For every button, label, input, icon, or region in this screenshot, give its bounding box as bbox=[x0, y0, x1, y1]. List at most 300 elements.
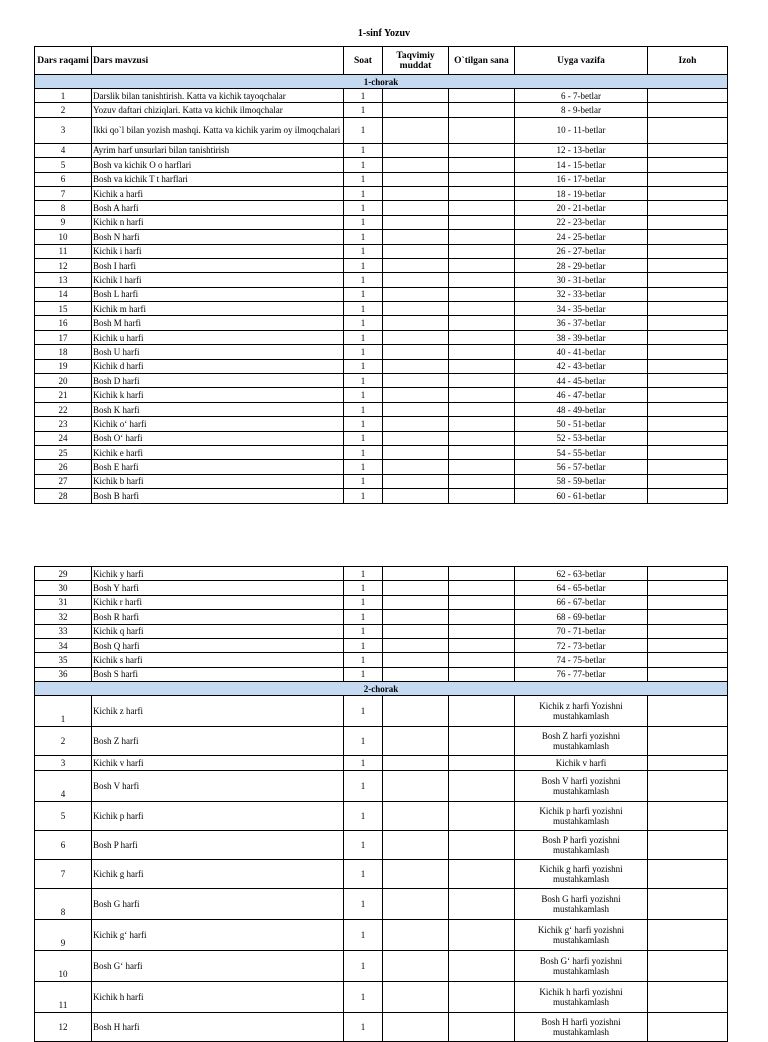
calendar-period-cell bbox=[383, 489, 449, 503]
hours-cell: 1 bbox=[344, 919, 383, 950]
lesson-number-cell: 4 bbox=[35, 143, 92, 157]
table-row bbox=[35, 919, 728, 950]
notes-cell bbox=[648, 330, 728, 344]
hours-cell: 1 bbox=[344, 981, 383, 1012]
calendar-period-cell bbox=[383, 567, 449, 581]
lesson-number-cell: 35 bbox=[35, 653, 92, 667]
notes-cell bbox=[648, 431, 728, 445]
notes-cell bbox=[648, 830, 728, 859]
lesson-number-cell: 10 bbox=[35, 230, 92, 244]
lesson-topic-cell: Bosh E harfi bbox=[92, 460, 344, 474]
homework-cell: 54 - 55-betlar bbox=[515, 445, 648, 459]
date-taught-cell bbox=[449, 158, 515, 172]
table-row bbox=[35, 888, 728, 919]
hours-cell: 1 bbox=[344, 610, 383, 624]
date-taught-cell bbox=[449, 230, 515, 244]
table-row bbox=[35, 460, 728, 474]
homework-cell: Bosh H harfi yozishni mustahkamlash bbox=[515, 1012, 648, 1041]
date-taught-cell bbox=[449, 388, 515, 402]
lesson-topic-cell: Bosh O‘ harfi bbox=[92, 431, 344, 445]
notes-cell bbox=[648, 653, 728, 667]
lesson-number-cell: 36 bbox=[35, 667, 92, 681]
hours-cell: 1 bbox=[344, 770, 383, 801]
lesson-number-cell: 31 bbox=[35, 595, 92, 609]
calendar-period-cell bbox=[383, 345, 449, 359]
lesson-number-cell: 21 bbox=[35, 388, 92, 402]
notes-cell bbox=[648, 117, 728, 143]
table-row bbox=[35, 143, 728, 157]
hours-cell: 1 bbox=[344, 950, 383, 981]
lesson-number-cell: 9 bbox=[35, 215, 92, 229]
homework-cell: 62 - 63-betlar bbox=[515, 567, 648, 581]
hours-cell: 1 bbox=[344, 417, 383, 431]
date-taught-cell bbox=[449, 359, 515, 373]
lesson-number-cell: 8 bbox=[35, 888, 92, 919]
notes-cell bbox=[648, 667, 728, 681]
hours-cell: 1 bbox=[344, 667, 383, 681]
date-taught-cell bbox=[449, 624, 515, 638]
notes-cell bbox=[648, 359, 728, 373]
date-taught-cell bbox=[449, 172, 515, 186]
lesson-topic-cell: Bosh R harfi bbox=[92, 610, 344, 624]
lesson-topic-cell: Yozuv daftari chiziqlari. Katta va kichik ilmoqchalar bbox=[92, 103, 344, 117]
hours-cell: 1 bbox=[344, 888, 383, 919]
header-homework: Uyga vazifa bbox=[515, 47, 648, 75]
date-taught-cell bbox=[449, 756, 515, 770]
date-taught-cell bbox=[449, 417, 515, 431]
lesson-topic-cell: Kichik d harfi bbox=[92, 359, 344, 373]
homework-cell: 26 - 27-betlar bbox=[515, 244, 648, 258]
calendar-period-cell bbox=[383, 244, 449, 258]
lesson-topic-cell: Kichik g harfi bbox=[92, 859, 344, 888]
homework-cell: 42 - 43-betlar bbox=[515, 359, 648, 373]
hours-cell: 1 bbox=[344, 201, 383, 215]
lesson-topic-cell: Kichik g‘ harfi bbox=[92, 919, 344, 950]
lesson-number-cell: 1 bbox=[35, 89, 92, 103]
lesson-plan-table-part1 bbox=[34, 46, 728, 504]
lesson-topic-cell: Kichik v harfi bbox=[92, 756, 344, 770]
lesson-topic-cell: Bosh U harfi bbox=[92, 345, 344, 359]
homework-cell: 50 - 51-betlar bbox=[515, 417, 648, 431]
calendar-period-cell bbox=[383, 667, 449, 681]
lesson-number-cell: 8 bbox=[35, 201, 92, 215]
calendar-period-cell bbox=[383, 143, 449, 157]
notes-cell bbox=[648, 402, 728, 416]
table-row bbox=[35, 756, 728, 770]
table-row bbox=[35, 830, 728, 859]
table-row bbox=[35, 215, 728, 229]
lesson-number-cell: 2 bbox=[35, 727, 92, 756]
lesson-topic-cell: Bosh I harfi bbox=[92, 258, 344, 272]
lesson-number-cell: 32 bbox=[35, 610, 92, 624]
table-row bbox=[35, 801, 728, 830]
table-row bbox=[35, 489, 728, 503]
notes-cell bbox=[648, 696, 728, 727]
notes-cell bbox=[648, 388, 728, 402]
lesson-number-cell: 24 bbox=[35, 431, 92, 445]
date-taught-cell bbox=[449, 330, 515, 344]
hours-cell: 1 bbox=[344, 445, 383, 459]
date-taught-cell bbox=[449, 981, 515, 1012]
homework-cell: 56 - 57-betlar bbox=[515, 460, 648, 474]
table-row bbox=[35, 727, 728, 756]
lesson-number-cell: 1 bbox=[35, 696, 92, 727]
notes-cell bbox=[648, 287, 728, 301]
table-row bbox=[35, 374, 728, 388]
hours-cell: 1 bbox=[344, 158, 383, 172]
page-title: 1-sinf Yozuv bbox=[357, 28, 411, 39]
lesson-topic-cell: Kichik y harfi bbox=[92, 567, 344, 581]
calendar-period-cell bbox=[383, 402, 449, 416]
hours-cell: 1 bbox=[344, 103, 383, 117]
lesson-number-cell: 11 bbox=[35, 981, 92, 1012]
lesson-number-cell: 6 bbox=[35, 172, 92, 186]
notes-cell bbox=[648, 950, 728, 981]
date-taught-cell bbox=[449, 89, 515, 103]
hours-cell: 1 bbox=[344, 215, 383, 229]
lesson-number-cell: 26 bbox=[35, 460, 92, 474]
lesson-number-cell: 16 bbox=[35, 316, 92, 330]
header-hours: Soat bbox=[344, 47, 383, 75]
calendar-period-cell bbox=[383, 595, 449, 609]
lesson-number-cell: 9 bbox=[35, 919, 92, 950]
calendar-period-cell bbox=[383, 388, 449, 402]
homework-cell: 34 - 35-betlar bbox=[515, 302, 648, 316]
homework-cell: Bosh P harfi yozishni mustahkamlash bbox=[515, 830, 648, 859]
lesson-number-cell: 14 bbox=[35, 287, 92, 301]
lesson-topic-cell: Bosh A harfi bbox=[92, 201, 344, 215]
section-label: 1-chorak bbox=[35, 75, 728, 89]
calendar-period-cell bbox=[383, 103, 449, 117]
calendar-period-cell bbox=[383, 981, 449, 1012]
date-taught-cell bbox=[449, 273, 515, 287]
notes-cell bbox=[648, 981, 728, 1012]
date-taught-cell bbox=[449, 316, 515, 330]
lesson-topic-cell: Bosh K harfi bbox=[92, 402, 344, 416]
homework-cell: 14 - 15-betlar bbox=[515, 158, 648, 172]
lesson-number-cell: 34 bbox=[35, 638, 92, 652]
table-row bbox=[35, 431, 728, 445]
date-taught-cell bbox=[449, 445, 515, 459]
hours-cell: 1 bbox=[344, 638, 383, 652]
date-taught-cell bbox=[449, 186, 515, 200]
date-taught-cell bbox=[449, 653, 515, 667]
lesson-topic-cell: Kichik i harfi bbox=[92, 244, 344, 258]
lesson-topic-cell: Kichik u harfi bbox=[92, 330, 344, 344]
notes-cell bbox=[648, 919, 728, 950]
homework-cell: 36 - 37-betlar bbox=[515, 316, 648, 330]
table-row bbox=[35, 258, 728, 272]
lesson-topic-cell: Bosh L harfi bbox=[92, 287, 344, 301]
calendar-period-cell bbox=[383, 801, 449, 830]
date-taught-cell bbox=[449, 950, 515, 981]
homework-cell: 10 - 11-betlar bbox=[515, 117, 648, 143]
lesson-topic-cell: Bosh va kichik O o harflari bbox=[92, 158, 344, 172]
homework-cell: Kichik g‘ harfi yozishni mustahkamlash bbox=[515, 919, 648, 950]
notes-cell bbox=[648, 302, 728, 316]
section-row-quarter-2 bbox=[35, 682, 728, 696]
date-taught-cell bbox=[449, 103, 515, 117]
header-lesson-topic: Dars mavzusi bbox=[92, 47, 344, 75]
date-taught-cell bbox=[449, 287, 515, 301]
calendar-period-cell bbox=[383, 859, 449, 888]
table-row bbox=[35, 345, 728, 359]
lesson-number-cell: 2 bbox=[35, 103, 92, 117]
homework-cell: 6 - 7-betlar bbox=[515, 89, 648, 103]
date-taught-cell bbox=[449, 474, 515, 488]
calendar-period-cell bbox=[383, 610, 449, 624]
homework-cell: 8 - 9-betlar bbox=[515, 103, 648, 117]
lesson-number-cell: 12 bbox=[35, 1012, 92, 1041]
date-taught-cell bbox=[449, 201, 515, 215]
calendar-period-cell bbox=[383, 460, 449, 474]
table-row bbox=[35, 610, 728, 624]
hours-cell: 1 bbox=[344, 89, 383, 103]
lesson-topic-cell: Bosh S harfi bbox=[92, 667, 344, 681]
lesson-topic-cell: Kichik o‘ harfi bbox=[92, 417, 344, 431]
table-row bbox=[35, 316, 728, 330]
homework-cell: 24 - 25-betlar bbox=[515, 230, 648, 244]
homework-cell: Kichik h harfi yozishni mustahkamlash bbox=[515, 981, 648, 1012]
header-date-taught: O`tilgan sana bbox=[449, 47, 515, 75]
homework-cell: 18 - 19-betlar bbox=[515, 186, 648, 200]
header-calendar-period: Taqvimiy muddat bbox=[383, 47, 449, 75]
calendar-period-cell bbox=[383, 330, 449, 344]
table-row bbox=[35, 950, 728, 981]
table-row bbox=[35, 653, 728, 667]
calendar-period-cell bbox=[383, 186, 449, 200]
hours-cell: 1 bbox=[344, 489, 383, 503]
lesson-topic-cell: Bosh P harfi bbox=[92, 830, 344, 859]
table-row bbox=[35, 474, 728, 488]
lesson-number-cell: 22 bbox=[35, 402, 92, 416]
homework-cell: 16 - 17-betlar bbox=[515, 172, 648, 186]
homework-cell: Bosh G harfi yozishni mustahkamlash bbox=[515, 888, 648, 919]
table-row bbox=[35, 244, 728, 258]
lesson-topic-cell: Kichik h harfi bbox=[92, 981, 344, 1012]
calendar-period-cell bbox=[383, 172, 449, 186]
date-taught-cell bbox=[449, 302, 515, 316]
homework-cell: 40 - 41-betlar bbox=[515, 345, 648, 359]
lesson-topic-cell: Bosh Y harfi bbox=[92, 581, 344, 595]
homework-cell: 70 - 71-betlar bbox=[515, 624, 648, 638]
notes-cell bbox=[648, 801, 728, 830]
notes-cell bbox=[648, 172, 728, 186]
table-row bbox=[35, 696, 728, 727]
lesson-number-cell: 12 bbox=[35, 258, 92, 272]
lesson-number-cell: 5 bbox=[35, 801, 92, 830]
notes-cell bbox=[648, 859, 728, 888]
lesson-topic-cell: Bosh V harfi bbox=[92, 770, 344, 801]
date-taught-cell bbox=[449, 431, 515, 445]
notes-cell bbox=[648, 489, 728, 503]
lesson-topic-cell: Darslik bilan tanishtirish. Katta va kichik tayoqchalar bbox=[92, 89, 344, 103]
hours-cell: 1 bbox=[344, 359, 383, 373]
lesson-number-cell: 5 bbox=[35, 158, 92, 172]
table-row bbox=[35, 981, 728, 1012]
notes-cell bbox=[648, 1012, 728, 1041]
calendar-period-cell bbox=[383, 417, 449, 431]
hours-cell: 1 bbox=[344, 431, 383, 445]
lesson-number-cell: 3 bbox=[35, 756, 92, 770]
homework-cell: 58 - 59-betlar bbox=[515, 474, 648, 488]
homework-cell: 28 - 29-betlar bbox=[515, 258, 648, 272]
notes-cell bbox=[648, 143, 728, 157]
homework-cell: 60 - 61-betlar bbox=[515, 489, 648, 503]
calendar-period-cell bbox=[383, 215, 449, 229]
date-taught-cell bbox=[449, 801, 515, 830]
lesson-topic-cell: Bosh G‘ harfi bbox=[92, 950, 344, 981]
notes-cell bbox=[648, 445, 728, 459]
lesson-topic-cell: Bosh G harfi bbox=[92, 888, 344, 919]
calendar-period-cell bbox=[383, 431, 449, 445]
hours-cell: 1 bbox=[344, 117, 383, 143]
lesson-number-cell: 7 bbox=[35, 186, 92, 200]
notes-cell bbox=[648, 417, 728, 431]
table-row bbox=[35, 172, 728, 186]
lesson-number-cell: 23 bbox=[35, 417, 92, 431]
hours-cell: 1 bbox=[344, 1012, 383, 1041]
lesson-number-cell: 7 bbox=[35, 859, 92, 888]
table-row bbox=[35, 624, 728, 638]
table-row bbox=[35, 201, 728, 215]
homework-cell: 12 - 13-betlar bbox=[515, 143, 648, 157]
lesson-topic-cell: Bosh H harfi bbox=[92, 1012, 344, 1041]
calendar-period-cell bbox=[383, 474, 449, 488]
date-taught-cell bbox=[449, 402, 515, 416]
table-row bbox=[35, 186, 728, 200]
calendar-period-cell bbox=[383, 287, 449, 301]
lesson-number-cell: 20 bbox=[35, 374, 92, 388]
notes-cell bbox=[648, 888, 728, 919]
homework-cell: 66 - 67-betlar bbox=[515, 595, 648, 609]
date-taught-cell bbox=[449, 258, 515, 272]
lesson-number-cell: 17 bbox=[35, 330, 92, 344]
hours-cell: 1 bbox=[344, 374, 383, 388]
table-row bbox=[35, 230, 728, 244]
lesson-topic-cell: Bosh B harfi bbox=[92, 489, 344, 503]
lesson-topic-cell: Bosh Z harfi bbox=[92, 727, 344, 756]
notes-cell bbox=[648, 624, 728, 638]
date-taught-cell bbox=[449, 770, 515, 801]
homework-cell: Kichik g harfi yozishni mustahkamlash bbox=[515, 859, 648, 888]
calendar-period-cell bbox=[383, 770, 449, 801]
table-row bbox=[35, 667, 728, 681]
lesson-topic-cell: Kichik e harfi bbox=[92, 445, 344, 459]
calendar-period-cell bbox=[383, 950, 449, 981]
hours-cell: 1 bbox=[344, 460, 383, 474]
notes-cell bbox=[648, 595, 728, 609]
hours-cell: 1 bbox=[344, 244, 383, 258]
notes-cell bbox=[648, 316, 728, 330]
lesson-number-cell: 28 bbox=[35, 489, 92, 503]
calendar-period-cell bbox=[383, 1012, 449, 1041]
notes-cell bbox=[648, 345, 728, 359]
homework-cell: 74 - 75-betlar bbox=[515, 653, 648, 667]
lesson-plan-table-part2 bbox=[34, 566, 728, 1042]
hours-cell: 1 bbox=[344, 801, 383, 830]
date-taught-cell bbox=[449, 919, 515, 950]
table-row bbox=[35, 638, 728, 652]
notes-cell bbox=[648, 230, 728, 244]
notes-cell bbox=[648, 727, 728, 756]
date-taught-cell bbox=[449, 595, 515, 609]
notes-cell bbox=[648, 770, 728, 801]
lesson-topic-cell: Kichik r harfi bbox=[92, 595, 344, 609]
hours-cell: 1 bbox=[344, 859, 383, 888]
table-row bbox=[35, 158, 728, 172]
hours-cell: 1 bbox=[344, 756, 383, 770]
lesson-topic-cell: Kichik m harfi bbox=[92, 302, 344, 316]
lesson-number-cell: 30 bbox=[35, 581, 92, 595]
date-taught-cell bbox=[449, 143, 515, 157]
date-taught-cell bbox=[449, 567, 515, 581]
table-row bbox=[35, 117, 728, 143]
calendar-period-cell bbox=[383, 258, 449, 272]
notes-cell bbox=[648, 567, 728, 581]
hours-cell: 1 bbox=[344, 595, 383, 609]
table-row bbox=[35, 273, 728, 287]
date-taught-cell bbox=[449, 244, 515, 258]
homework-cell: 76 - 77-betlar bbox=[515, 667, 648, 681]
lesson-topic-cell: Kichik z harfi bbox=[92, 696, 344, 727]
lesson-topic-cell: Kichik p harfi bbox=[92, 801, 344, 830]
homework-cell: 48 - 49-betlar bbox=[515, 402, 648, 416]
hours-cell: 1 bbox=[344, 581, 383, 595]
notes-cell bbox=[648, 460, 728, 474]
notes-cell bbox=[648, 103, 728, 117]
lesson-topic-cell: Kichik n harfi bbox=[92, 215, 344, 229]
date-taught-cell bbox=[449, 830, 515, 859]
homework-cell: 68 - 69-betlar bbox=[515, 610, 648, 624]
notes-cell bbox=[648, 474, 728, 488]
table-row bbox=[35, 859, 728, 888]
calendar-period-cell bbox=[383, 830, 449, 859]
hours-cell: 1 bbox=[344, 830, 383, 859]
header-lesson-number: Dars raqami bbox=[35, 47, 92, 75]
table-row bbox=[35, 417, 728, 431]
calendar-period-cell bbox=[383, 581, 449, 595]
date-taught-cell bbox=[449, 667, 515, 681]
notes-cell bbox=[648, 638, 728, 652]
hours-cell: 1 bbox=[344, 287, 383, 301]
lesson-topic-cell: Kichik a harfi bbox=[92, 186, 344, 200]
lesson-topic-cell: Kichik l harfi bbox=[92, 273, 344, 287]
lesson-number-cell: 4 bbox=[35, 770, 92, 801]
homework-cell: 30 - 31-betlar bbox=[515, 273, 648, 287]
homework-cell: 64 - 65-betlar bbox=[515, 581, 648, 595]
hours-cell: 1 bbox=[344, 388, 383, 402]
notes-cell bbox=[648, 215, 728, 229]
homework-cell: 44 - 45-betlar bbox=[515, 374, 648, 388]
hours-cell: 1 bbox=[344, 696, 383, 727]
lesson-number-cell: 3 bbox=[35, 117, 92, 143]
date-taught-cell bbox=[449, 859, 515, 888]
date-taught-cell bbox=[449, 460, 515, 474]
table-row bbox=[35, 302, 728, 316]
date-taught-cell bbox=[449, 117, 515, 143]
section-label: 2-chorak bbox=[35, 682, 728, 696]
homework-cell: 22 - 23-betlar bbox=[515, 215, 648, 229]
homework-cell: Kichik z harfi Yozishni mustahkamlash bbox=[515, 696, 648, 727]
hours-cell: 1 bbox=[344, 316, 383, 330]
header-notes: Izoh bbox=[648, 47, 728, 75]
hours-cell: 1 bbox=[344, 624, 383, 638]
calendar-period-cell bbox=[383, 727, 449, 756]
homework-cell: 20 - 21-betlar bbox=[515, 201, 648, 215]
calendar-period-cell bbox=[383, 359, 449, 373]
table-row bbox=[35, 581, 728, 595]
